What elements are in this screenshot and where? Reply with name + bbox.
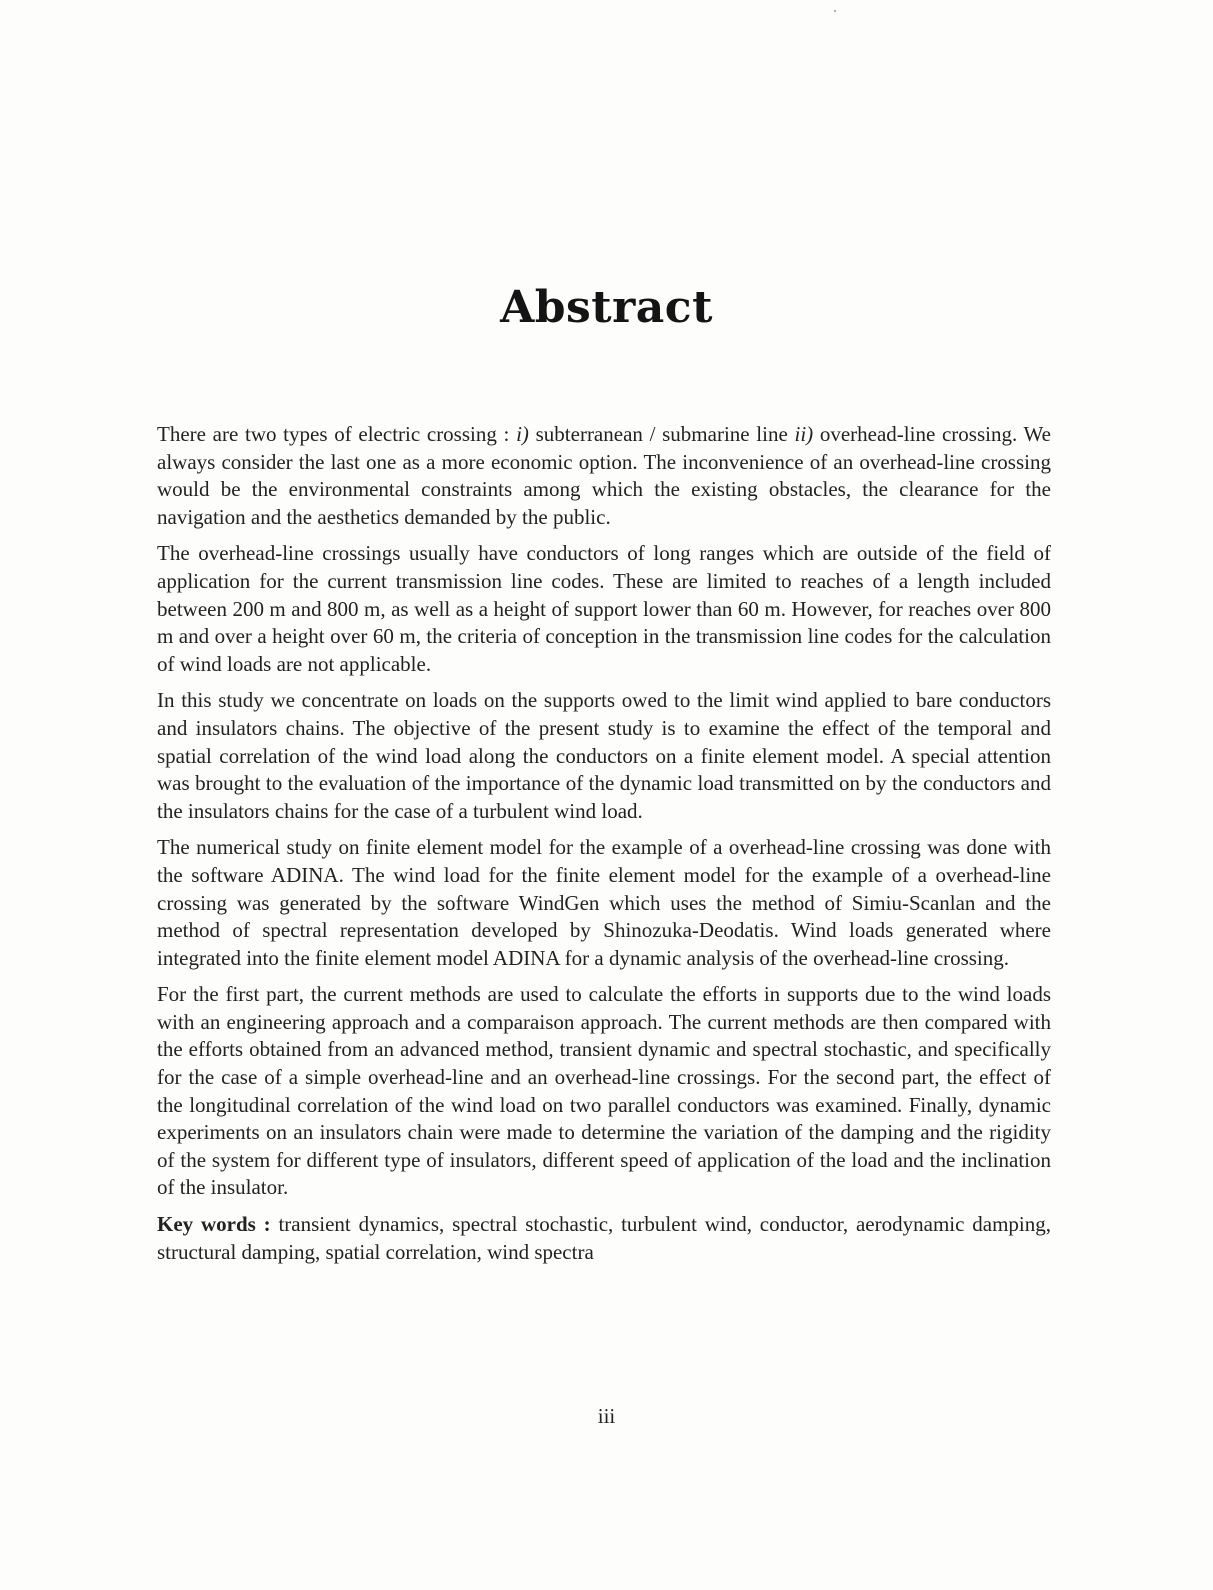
- paragraph-numerical-study: The numerical study on finite element model for the example of a overhead-line crossing was done with the software ADINA. The wind load for the finite element model for the example of a overhead-line crossing was generated by the software WindGen which uses the method of Simiu-Scanlan and the method of spectral representation developed by Shinozuka-Deodatis. Wind loads generated where integrated into the finite element model ADINA for a dynamic analysis of the overhead-line crossing.: [157, 835, 1051, 970]
- scan-speck: [834, 10, 836, 12]
- paragraph-text: There are two types of electric crossing :: [157, 422, 517, 446]
- page-number: iii: [597, 1404, 616, 1428]
- paragraph-study-objective: In this study we concentrate on loads on the supports owed to the limit wind applied to bare conductors and insulators chains. The objective of the present study is to examine the effect of the temporal and spatial correlation of the wind load along the conductors on a finite element model. A special attention was brought to the evaluation of the importance of the dynamic load transmitted on by the conductors and the insulators chains for the case of a turbulent wind load.: [157, 688, 1051, 823]
- keywords-label: Key words :: [157, 1212, 271, 1237]
- keywords-list: transient dynamics, spectral stochastic, turbulent wind, conductor, aerodynamic damping, structural damping, spatial correlation, wind spectra: [157, 1212, 1051, 1264]
- paragraph-text: subterranean / submarine line: [528, 422, 795, 446]
- list-marker-ii: ii): [794, 422, 814, 446]
- abstract-body: [157, 421, 1051, 1275]
- paragraph-text: overhead-line crossing. We always consider the last one as a more economic option. The inconvenience of an overhead-line crossing would be the environmental constraints among which the existing obstacles, the clearance for the navigation and the aesthetics demanded by the public.: [157, 422, 1052, 529]
- page-title: Abstract: [500, 282, 713, 333]
- keywords-paragraph: [157, 1211, 1051, 1266]
- paragraph-electric-crossing-types: [157, 421, 1051, 531]
- paragraph-transmission-line-codes: The overhead-line crossings usually have conductors of long ranges which are outside of the field of application for the current transmission line codes. These are limited to reaches of a length included between 200 m and 800 m, as well as a height of support lower than 60 m. However, for reaches over 800 m and over a height over 60 m, the criteria of conception in the transmission line codes for the calculation of wind loads are not applicable.: [157, 541, 1051, 676]
- list-marker-i: i): [516, 422, 529, 446]
- paragraph-methods-comparison: For the first part, the current methods are used to calculate the efforts in supports due to the wind loads with an engineering approach and a comparaison approach. The current methods are then compared with the efforts obtained from an advanced method, transient dynamic and spectral stochastic, and specifically for the case of a simple overhead-line and an overhead-line crossings. For the second part, the effect of the longitudinal correlation of the wind load on two parallel conductors was examined. Finally, dynamic experiments on an insulators chain were made to determine the variation of the damping and the rigidity of the system for different type of insulators, different speed of application of the load and the inclination of the insulator.: [157, 982, 1051, 1200]
